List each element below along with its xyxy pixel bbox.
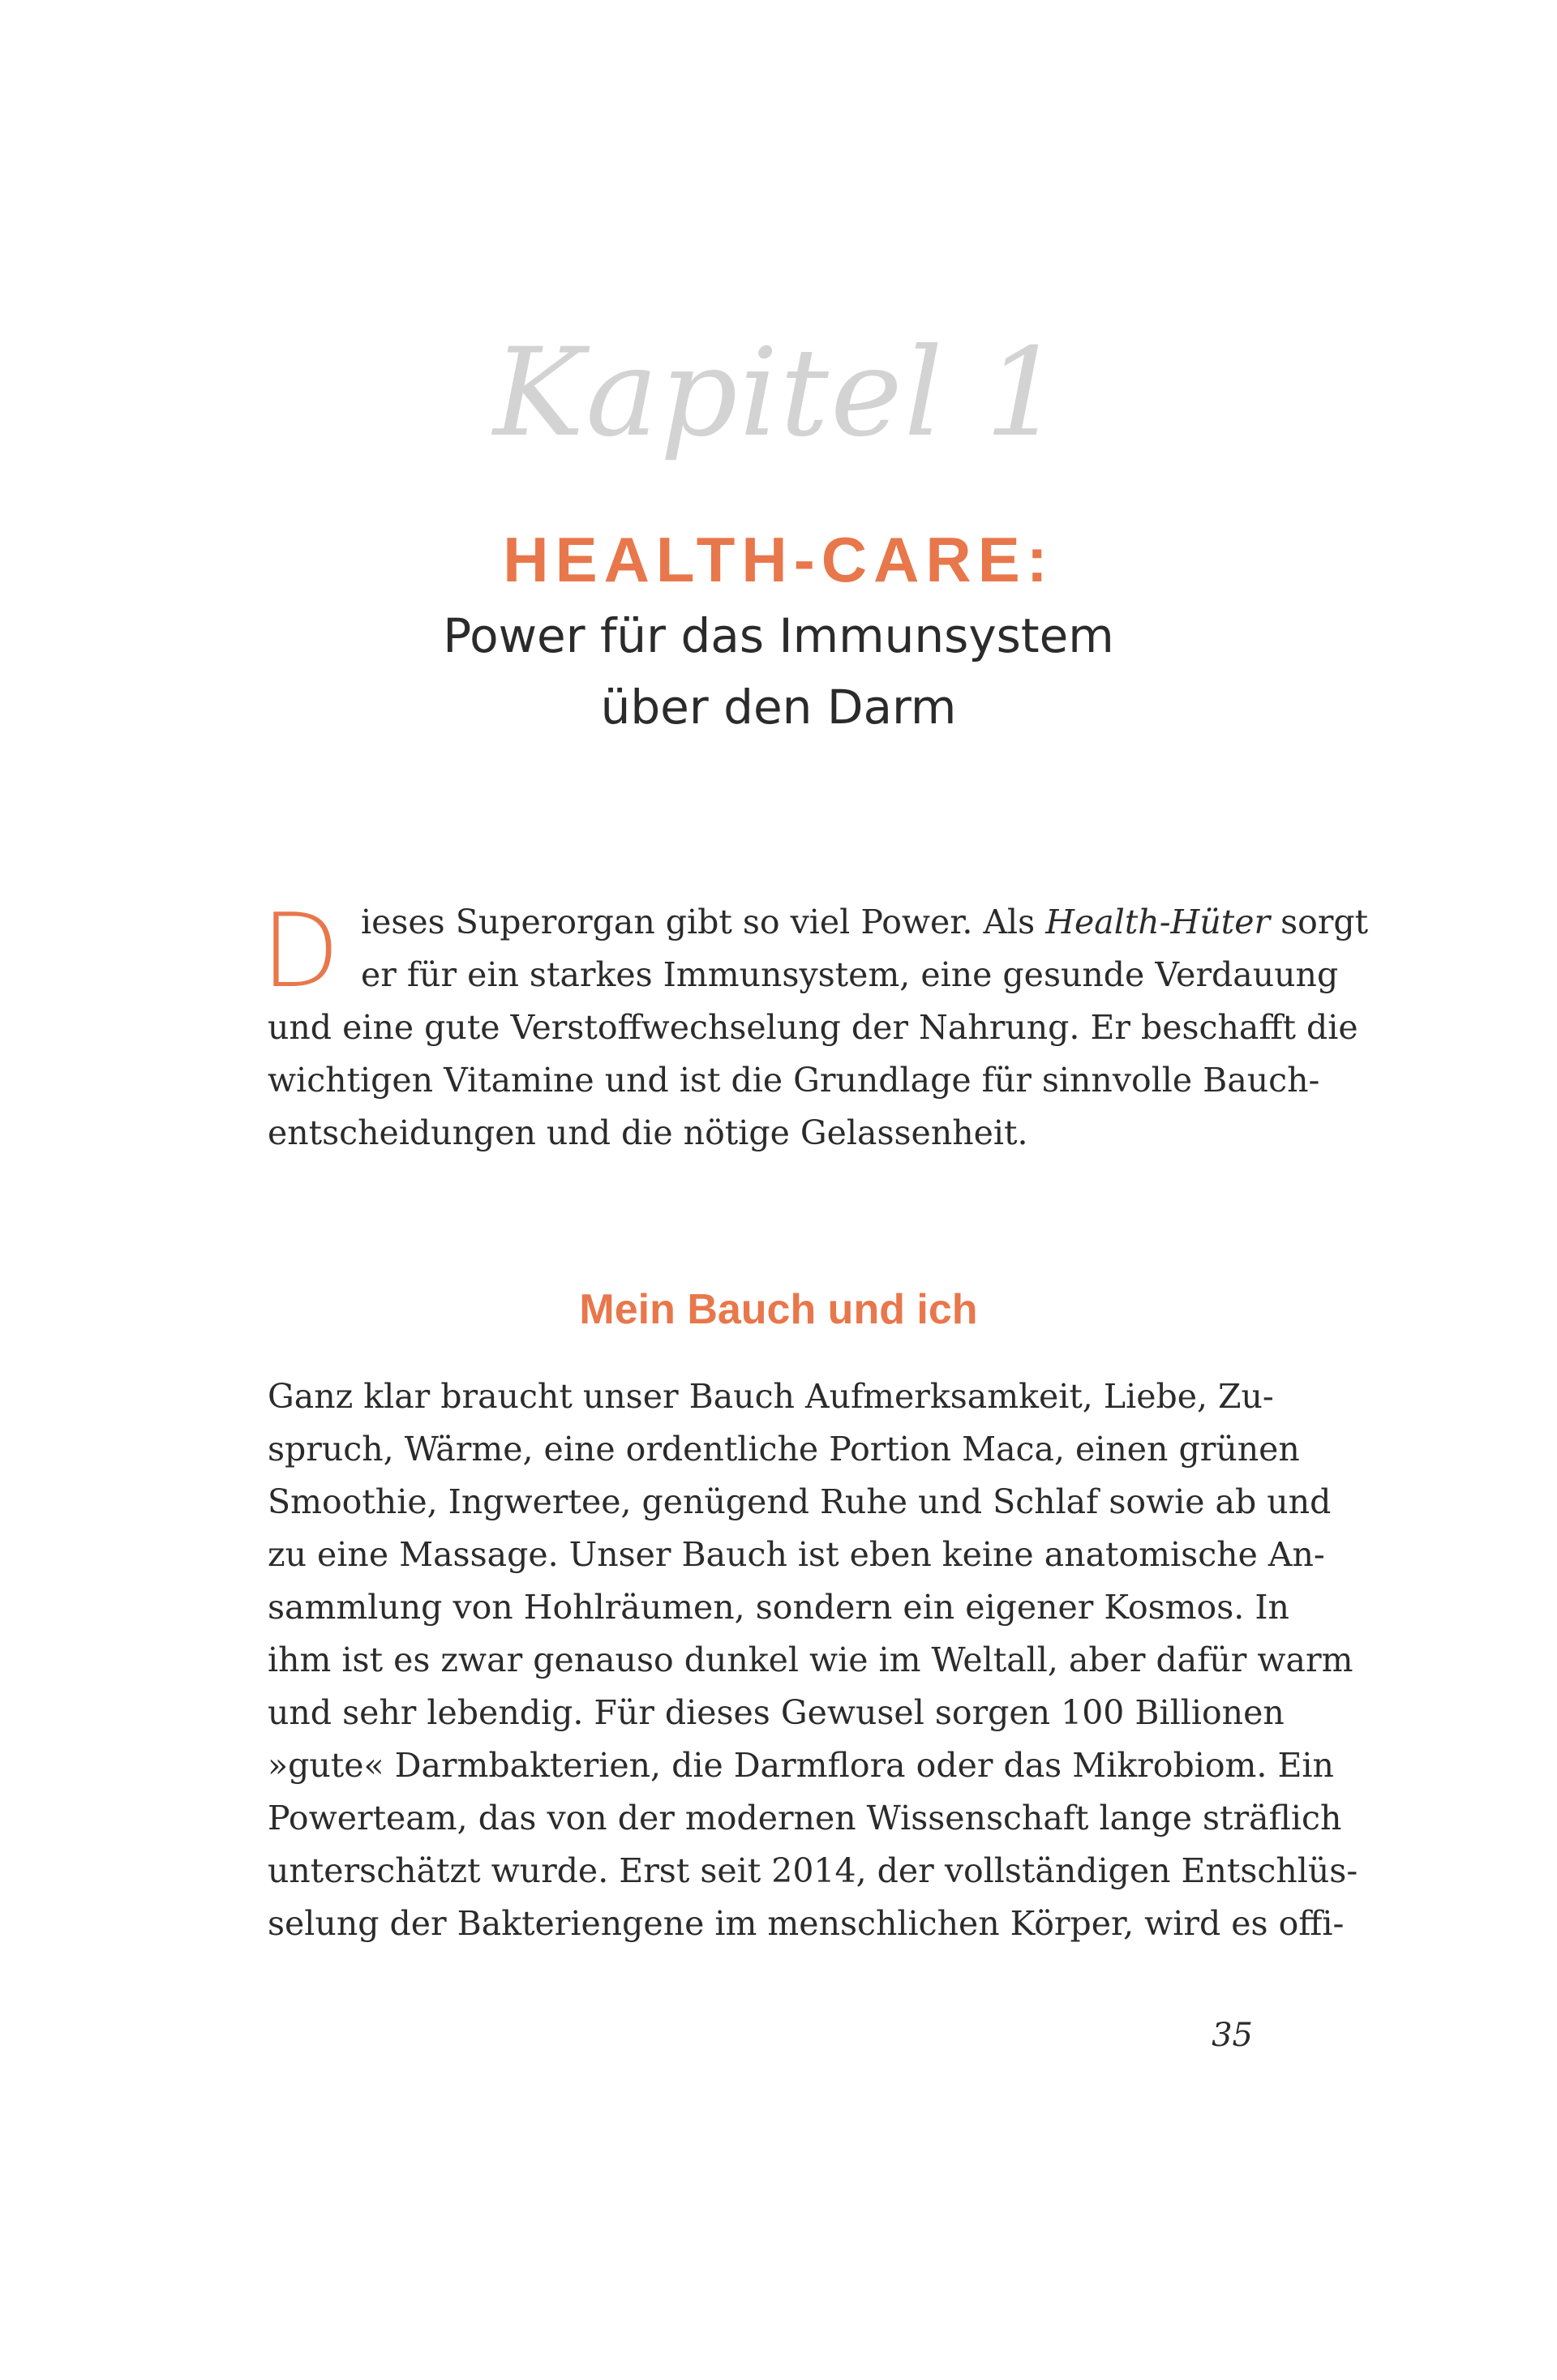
intro-line: und eine gute Verstoffwechselung der Nahrung. Er beschafft die <box>268 1008 1358 1047</box>
body-line: Powerteam, das von der modernen Wissenschaft lange sträflich <box>268 1799 1342 1838</box>
body-line: spruch, Wärme, eine ordentliche Portion Maca, einen grünen <box>268 1430 1300 1469</box>
body-line: Smoothie, Ingwertee, genügend Ruhe und Schlaf sowie ab und <box>268 1482 1332 1521</box>
intro-line: entscheidungen und die nötige Gelassenheit. <box>268 1113 1028 1152</box>
intro-text: ieses Superorgan gibt so viel Power. Als <box>361 903 1046 941</box>
page-number: 35 <box>1212 2017 1253 2054</box>
intro-line: er für ein starkes Immunsystem, eine gesunde Verdauung <box>361 955 1339 994</box>
chapter-label: Kapitel 1 <box>493 323 1064 464</box>
intro-line: wichtigen Vitamine und ist die Grundlage für sinnvolle Bauch- <box>268 1061 1320 1100</box>
intro-line <box>361 896 1369 949</box>
body-line: »gute« Darmbakterien, die Darmflora oder das Mikrobiom. Ein <box>268 1746 1334 1785</box>
body-line: sammlung von Hohlräumen, sondern ein eigener Kosmos. In <box>268 1588 1289 1627</box>
body-line: unterschätzt wurde. Erst seit 2014, der vollständigen Entschlüs- <box>268 1851 1358 1890</box>
intro-italic-term: Health-Hüter <box>1045 903 1271 941</box>
body-line: ihm ist es zwar genauso dunkel wie im Weltall, aber dafür warm <box>268 1640 1353 1679</box>
section-paragraph <box>268 1370 1358 1950</box>
body-line: selung der Bakteriengene im menschlichen Körper, wird es offi- <box>268 1904 1345 1943</box>
subtitle-line: über den Darm <box>600 680 957 735</box>
intro-paragraph <box>268 896 1369 1160</box>
body-line: und sehr lebendig. Für dieses Gewusel sorgen 100 Billionen <box>268 1693 1285 1732</box>
section-heading: Mein Bauch und ich <box>579 1286 978 1333</box>
subtitle-line: Power für das Immunsystem <box>443 608 1114 663</box>
intro-text: sorgt <box>1270 903 1369 941</box>
body-line: Ganz klar braucht unser Bauch Aufmerksamkeit, Liebe, Zu- <box>268 1377 1274 1416</box>
body-line: zu eine Massage. Unser Bauch ist eben keine anatomische An- <box>268 1535 1325 1574</box>
chapter-title: HEALTH-CARE: <box>503 524 1054 595</box>
drop-cap: D <box>261 891 341 1010</box>
chapter-subtitle <box>0 600 1557 743</box>
